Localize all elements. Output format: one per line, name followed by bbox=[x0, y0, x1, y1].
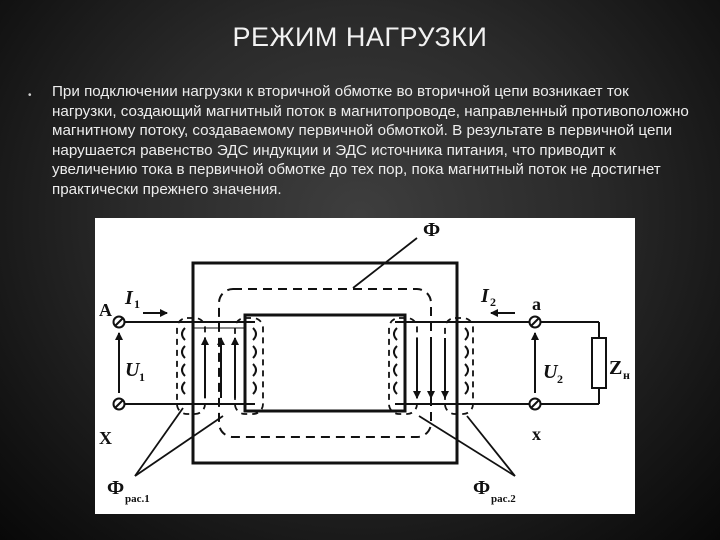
phi-leak1-label: Ф bbox=[107, 477, 125, 499]
U1-subscript: 1 bbox=[139, 370, 145, 384]
Z-load-label: Z bbox=[609, 357, 623, 379]
terminal-A-label: A bbox=[99, 300, 112, 320]
U2-label: U bbox=[543, 361, 558, 383]
I2-label: I bbox=[481, 285, 489, 307]
terminal-x-label: x bbox=[532, 424, 541, 444]
phi-leak1-subscript: рас.1 bbox=[125, 493, 150, 505]
terminal-X-label: X bbox=[99, 428, 112, 448]
phi-main-label: Ф bbox=[423, 219, 441, 241]
primary-circuit bbox=[114, 313, 184, 410]
load-impedance bbox=[592, 338, 606, 388]
Z-load-subscript: н bbox=[623, 368, 630, 382]
primary-flux-arrows bbox=[205, 338, 235, 398]
slide-title: РЕЖИМ НАГРУЗКИ bbox=[232, 22, 488, 52]
I2-subscript: 2 bbox=[490, 295, 496, 309]
phi-leak2-label: Ф bbox=[473, 477, 491, 499]
U2-subscript: 2 bbox=[557, 372, 563, 386]
secondary-circuit bbox=[467, 313, 599, 410]
U1-label: U bbox=[125, 359, 140, 381]
bullet-text: При подключении нагрузки к вторичной обмотке во вторичной цепи возникает ток нагрузки, создающий магнитный поток в магнитопроводе, направленный противоположно магнитному потоку, создаваемому первичной обмоткой. В результате в первичной цепи нарушается равенство ЭДС индукции и ЭДС источника питания, что приводит к увеличению тока в первичной обмотке до тех пор, пока магнитный поток не достигнет практически прежнего значения. bbox=[52, 83, 689, 198]
terminal-a-label: a bbox=[532, 294, 541, 314]
I1-label: I bbox=[125, 287, 133, 309]
I1-subscript: 1 bbox=[134, 297, 140, 311]
transformer-diagram bbox=[95, 218, 635, 514]
phi-leak2-subscript: рас.2 bbox=[491, 493, 516, 505]
bullet-marker: • bbox=[28, 90, 32, 101]
secondary-flux-arrows bbox=[417, 338, 445, 398]
